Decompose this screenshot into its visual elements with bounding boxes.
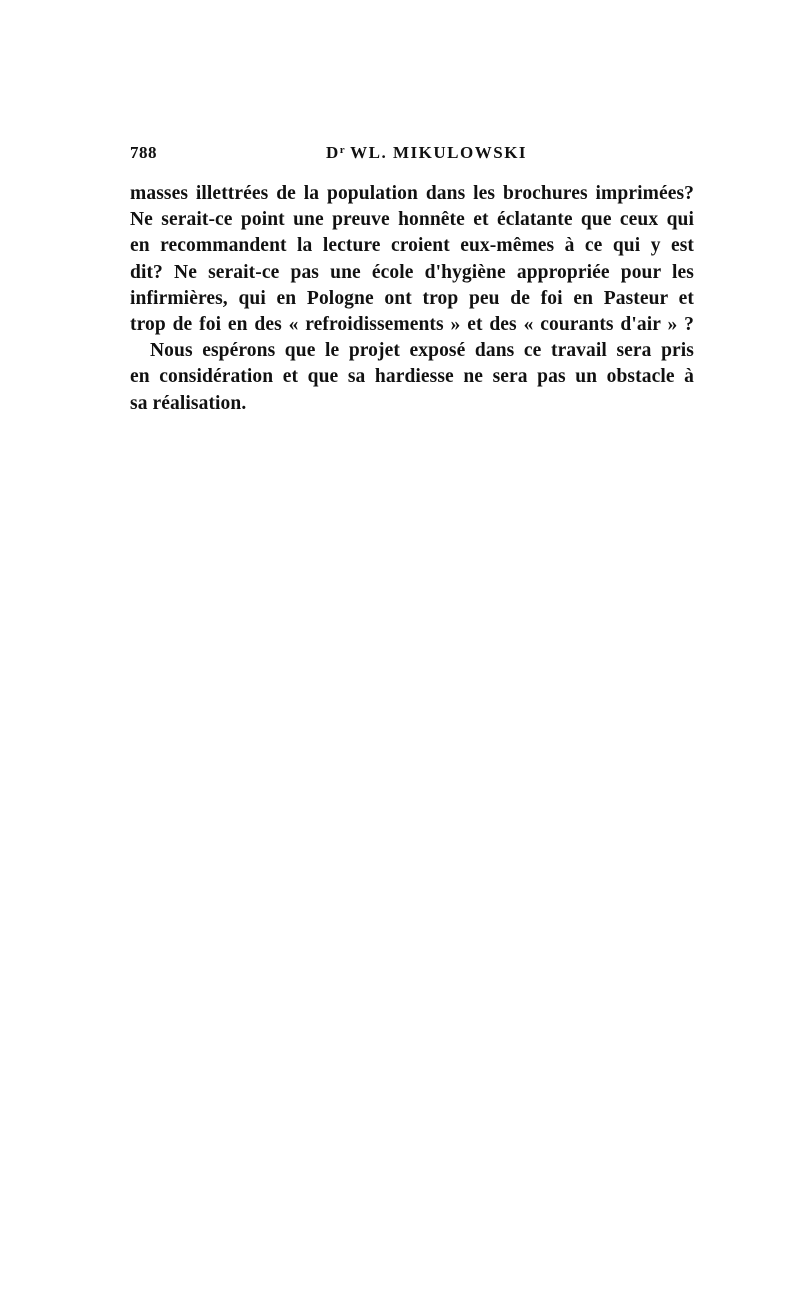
text-line: trop de foi en des « refroidissements » et des « courants d'air » ? — [130, 314, 694, 336]
author-name: WL. MIKULOWSKI — [350, 143, 528, 162]
page-header — [130, 143, 693, 169]
paragraph-continuation — [130, 181, 694, 338]
text-line: Ne serait-ce point une preuve honnête et éclatante que ceux qui — [130, 209, 694, 231]
author-superscript: r — [339, 144, 347, 156]
body-text — [130, 181, 694, 417]
text-line: en considération et que sa hardiesse ne sera pas un obstacle à — [130, 366, 694, 388]
text-line: Nous espérons que le projet exposé dans ce travail sera pris — [150, 340, 694, 362]
text-line: sa réalisation. — [130, 392, 247, 414]
text-line: dit? Ne serait-ce pas une école d'hygiène appropriée pour les — [130, 261, 694, 283]
paragraph-conclusion — [130, 338, 694, 417]
text-line: en recommandent la lecture croient eux-mêmes à ce qui y est — [130, 235, 694, 257]
author-prefix: D — [326, 143, 340, 162]
page-number: 788 — [130, 143, 157, 162]
text-line: infirmières, qui en Pologne ont trop peu de foi en Pasteur et — [130, 287, 694, 309]
text-line: masses illettrées de la population dans les brochures imprimées? — [130, 183, 694, 204]
running-head — [326, 143, 527, 163]
